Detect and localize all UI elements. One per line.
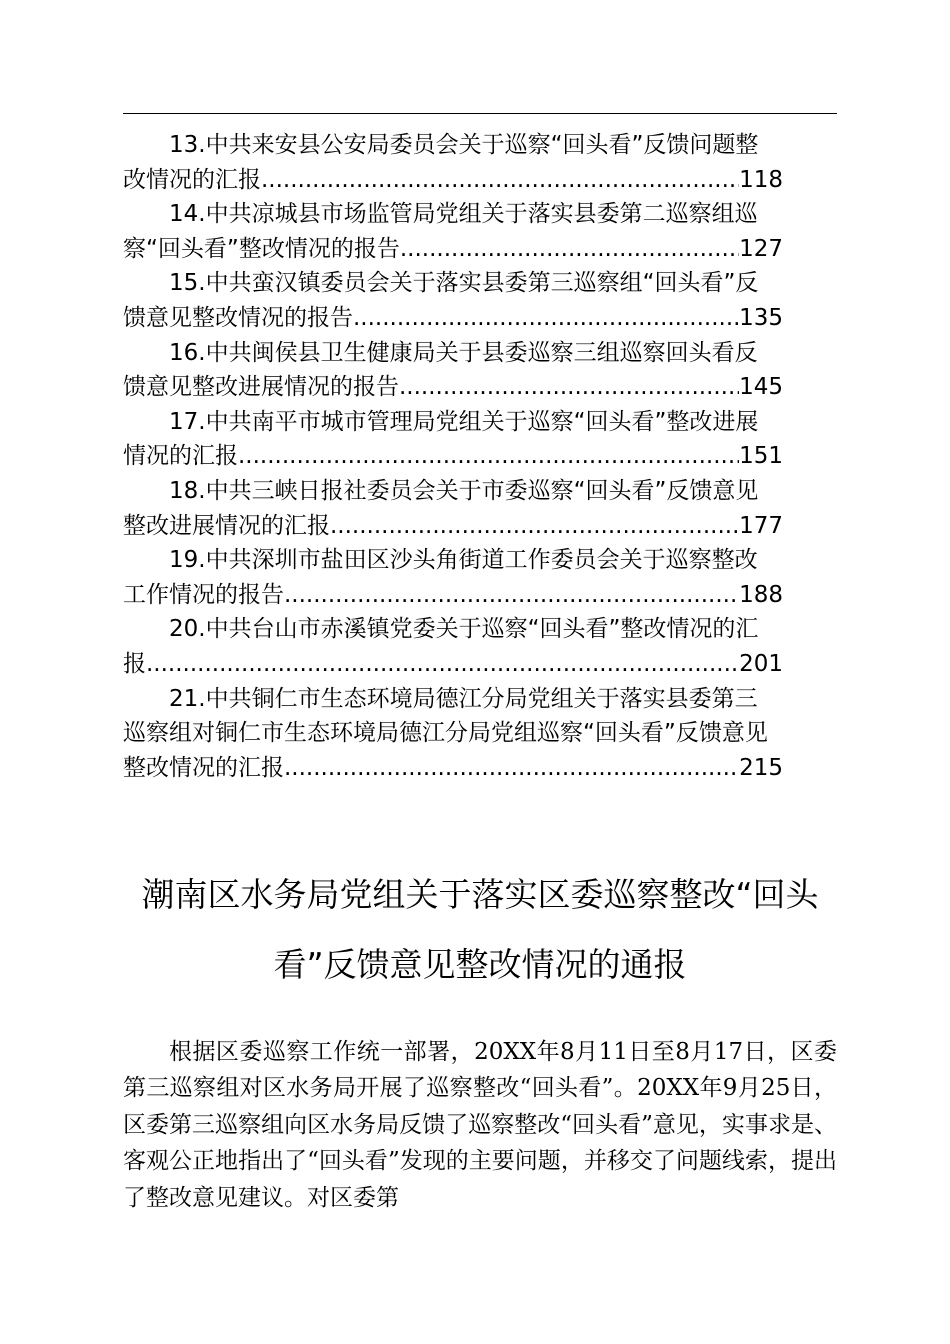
toc-entry-title-cont: 整改情况的汇报 [123,754,284,781]
document-title: 潮南区水务局党组关于落实区委巡察整改“回头看”反馈意见整改情况的通报 [141,875,819,984]
toc-entry-title: 18.中共三峡日报社委员会关于市委巡察“回头看”反馈意见 [169,477,759,504]
toc-entry-title: 20.中共台山市赤溪镇党委关于巡察“回头看”整改情况的汇 [169,616,759,643]
toc-entry-title: 17.中共南平市城市管理局党组关于巡察“回头看”整改进展 [169,408,759,435]
toc-page-number: 177 [739,512,783,539]
header-rule [123,113,837,114]
toc-dot-leader [238,439,739,474]
toc-entry-20[interactable] [123,612,837,681]
toc-entry-13[interactable] [123,128,837,197]
toc-page-number: 201 [739,650,783,677]
toc-entry-21[interactable] [123,682,837,786]
toc-entry-title-cont: 情况的汇报 [123,443,238,470]
toc-page-number: 145 [739,374,783,401]
toc-entry-title-cont: 察“回头看”整改情况的报告 [123,235,400,262]
toc-dot-leader [146,647,739,682]
toc-dot-leader [261,163,739,198]
toc-page-number: 188 [739,581,783,608]
table-of-contents [123,128,837,785]
toc-entry-title-cont: 整改进展情况的汇报 [123,512,330,539]
toc-entry-title: 21.中共铜仁市生态环境局德江分局党组关于落实县委第三 巡察组对铜仁市生态环境局德江分局党组巡察“回头看”反馈意见 [123,685,768,747]
toc-entry-title: 14.中共凉城县市场监管局党组关于落实县委第二巡察组巡 [169,201,758,228]
toc-entry-title-cont: 报 [123,650,146,677]
toc-entry-title-cont: 工作情况的报告 [123,581,284,608]
toc-entry-18[interactable] [123,474,837,543]
toc-entry-title-cont: 馈意见整改情况的报告 [123,304,353,331]
toc-dot-leader [284,578,739,613]
toc-page-number: 151 [739,443,783,470]
toc-page-number: 215 [739,754,783,781]
toc-entry-title: 13.中共来安县公安局委员会关于巡察“回头看”反馈问题整 [169,132,759,158]
toc-dot-leader [400,232,739,267]
toc-entry-title: 15.中共蛮汉镇委员会关于落实县委第三巡察组“回头看”反 [169,270,759,297]
document-body-paragraph: 根据区委巡察工作统一部署，20XX年8月11日至8月17日，区委第三巡察组对区水务局开展了巡察整改“回头看”。20XX年9月25日，区委第三巡察组向区水务局反馈了巡察整改“回头看”意见，实事求是、客观公正地指出了“回头看”发现的主要问题，并移交了问题线索，提出了整改意见建议。对区委第 [123,1039,837,1211]
toc-entry-title-cont: 馈意见整改进展情况的报告 [123,374,399,401]
toc-entry-14[interactable] [123,197,837,266]
toc-dot-leader [284,751,739,786]
toc-dot-leader [399,370,739,405]
toc-entry-16[interactable] [123,336,837,405]
toc-page-number: 118 [739,166,783,193]
toc-entry-17[interactable] [123,405,837,474]
toc-entry-title-cont: 改情况的汇报 [123,166,261,193]
toc-entry-19[interactable] [123,543,837,612]
toc-page-number: 135 [739,304,783,331]
toc-entry-title: 19.中共深圳市盐田区沙头角街道工作委员会关于巡察整改 [169,547,758,574]
toc-dot-leader [353,301,739,336]
toc-entry-title: 16.中共闽侯县卫生健康局关于县委巡察三组巡察回头看反 [169,339,758,366]
toc-dot-leader [330,509,739,544]
toc-page-number: 127 [739,235,783,262]
toc-entry-15[interactable] [123,266,837,335]
